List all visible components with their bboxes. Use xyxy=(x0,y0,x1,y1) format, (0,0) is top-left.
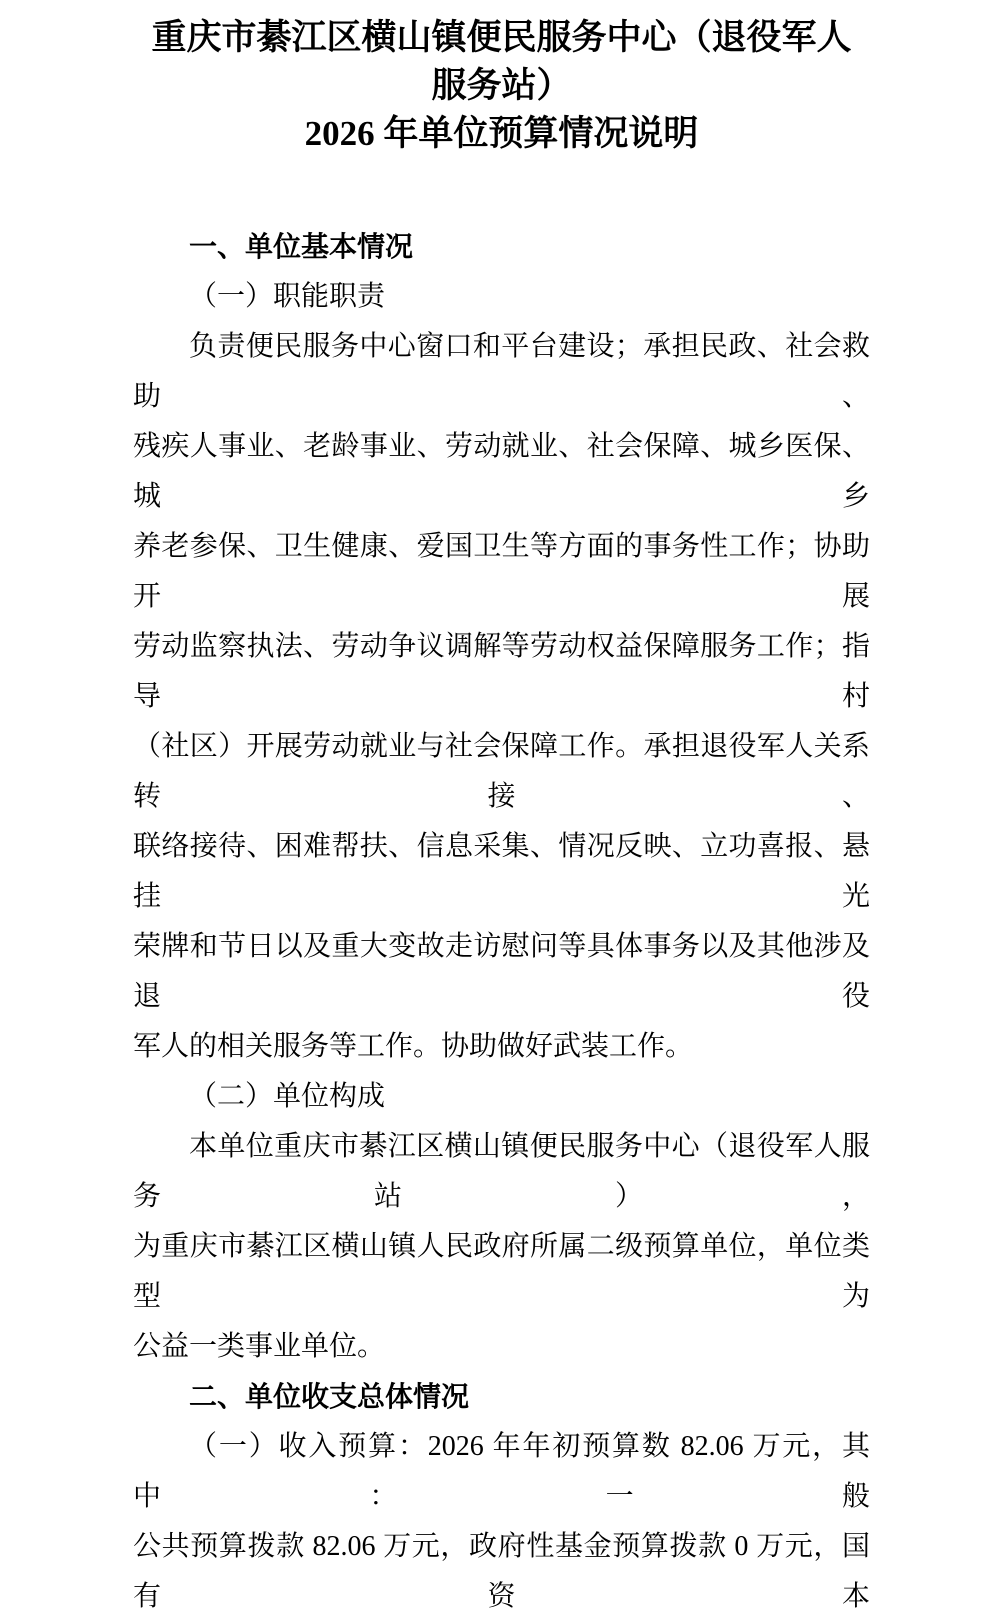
section-heading-basic-info: 一、单位基本情况 xyxy=(189,231,414,262)
paragraph-line: （社区）开展劳动就业与社会保障工作。承担退役军人关系转接、 xyxy=(133,731,870,812)
section-heading-budget-overview: 二、单位收支总体情况 xyxy=(189,1381,470,1412)
title-line-1: 重庆市綦江区横山镇便民服务中心（退役军人 xyxy=(151,18,852,57)
paragraph-line: 为重庆市綦江区横山镇人民政府所属二级预算单位，单位类型为 xyxy=(133,1231,870,1312)
paragraph-line: 公共预算拨款 82.06 万元，政府性基金预算拨款 0 万元，国有资本 xyxy=(133,1531,870,1612)
title-line-2: 服务站） xyxy=(431,66,572,105)
subsection-heading-duties: （一）职能职责 xyxy=(189,281,386,312)
paragraph-line: 公益一类事业单位。 xyxy=(133,1331,386,1362)
document-body xyxy=(133,222,870,1622)
paragraph-duties xyxy=(133,322,870,1072)
paragraph-line: 本单位重庆市綦江区横山镇便民服务中心（退役军人服务站）， xyxy=(133,1131,870,1212)
paragraph-line: 联络接待、困难帮扶、信息采集、情况反映、立功喜报、悬挂光 xyxy=(133,831,870,912)
paragraph-line: 劳动监察执法、劳动争议调解等劳动权益保障服务工作；指导村 xyxy=(133,631,870,712)
paragraph-line: 荣牌和节日以及重大变故走访慰问等具体事务以及其他涉及退役 xyxy=(133,931,870,1012)
paragraph-income-budget xyxy=(133,1422,870,1622)
paragraph-line: （一）收入预算：2026 年年初预算数 82.06 万元，其中：一般 xyxy=(133,1431,870,1512)
paragraph-composition xyxy=(133,1122,870,1372)
subsection-heading-composition: （二）单位构成 xyxy=(189,1081,386,1112)
paragraph-line: 负责便民服务中心窗口和平台建设；承担民政、社会救助、 xyxy=(133,331,870,412)
paragraph-line: 军人的相关服务等工作。协助做好武装工作。 xyxy=(133,1031,694,1062)
title-line-3: 2026 年单位预算情况说明 xyxy=(304,114,699,153)
paragraph-line: 残疾人事业、老龄事业、劳动就业、社会保障、城乡医保、城乡 xyxy=(133,431,870,512)
paragraph-line: 养老参保、卫生健康、爱国卫生等方面的事务性工作；协助开展 xyxy=(133,531,870,612)
document-title xyxy=(133,14,870,158)
